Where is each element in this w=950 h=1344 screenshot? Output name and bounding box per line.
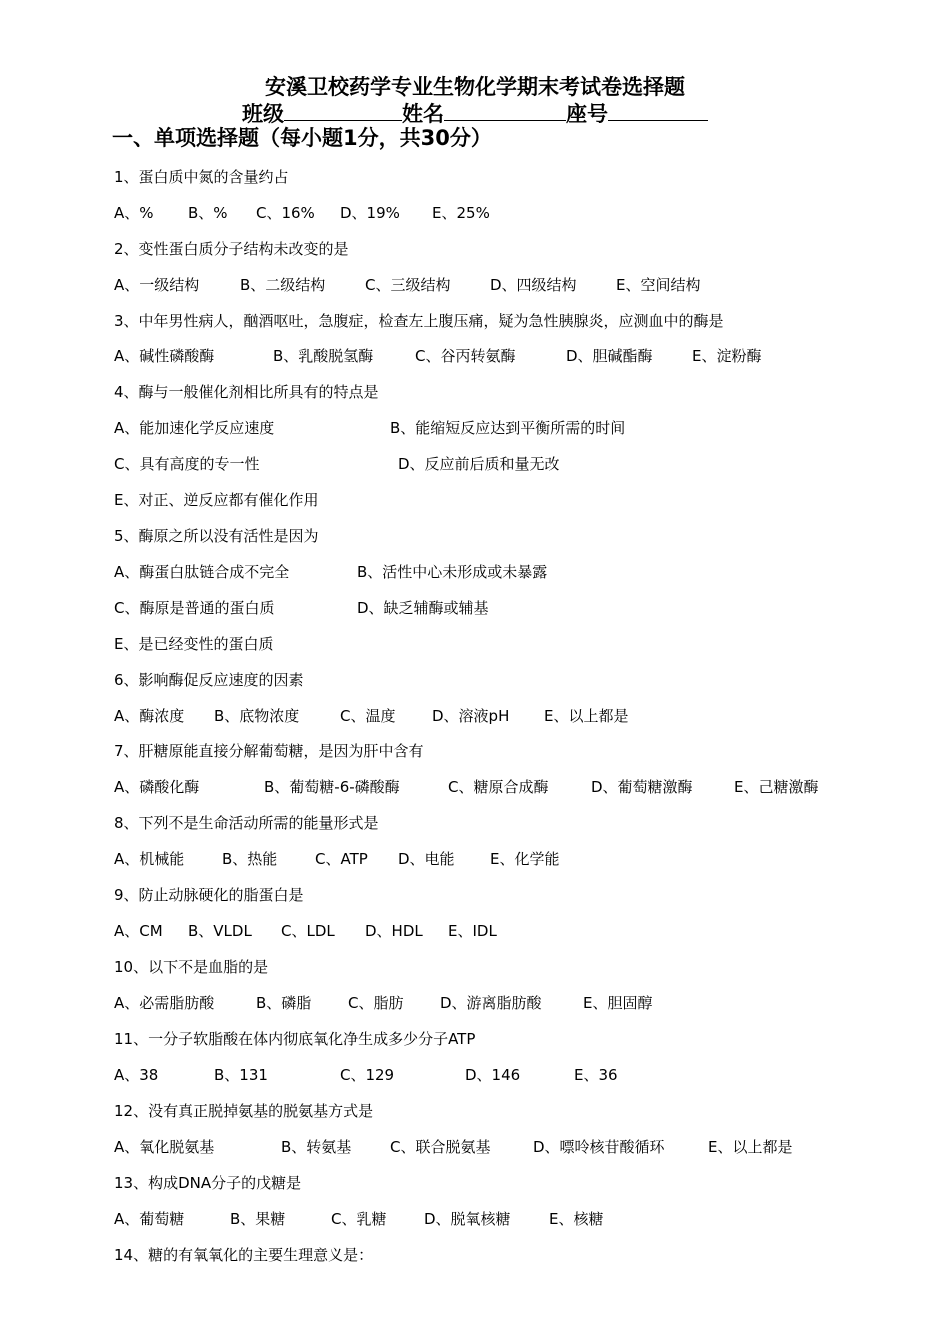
- question-stem: 13、构成DNA分子的戊糖是: [114, 1174, 302, 1192]
- question-stem: 3、中年男性病人，酗酒呕吐，急腹症，检查左上腹压痛，疑为急性胰腺炎，应测血中的酶是: [114, 312, 724, 330]
- question-stem: 2、变性蛋白质分子结构未改变的是: [114, 240, 349, 258]
- option-a: A、一级结构: [114, 276, 200, 294]
- option-c: C、129: [340, 1066, 395, 1084]
- option-b: B、热能: [222, 850, 278, 868]
- option-d: D、缺乏辅酶或辅基: [357, 599, 489, 617]
- option-e: E、己糖激酶: [734, 778, 819, 796]
- option-d: D、胆碱酯酶: [566, 347, 653, 365]
- option-d: D、HDL: [365, 922, 423, 940]
- option-e: E、以上都是: [708, 1138, 793, 1156]
- option-c: C、谷丙转氨酶: [415, 347, 516, 365]
- option-d: D、电能: [398, 850, 455, 868]
- option-d: D、19%: [340, 204, 400, 222]
- option-b: B、%: [188, 204, 228, 222]
- option-a: A、碱性磷酸酶: [114, 347, 215, 365]
- option-a: A、酶浓度: [114, 707, 185, 725]
- option-c: C、酶原是普通的蛋白质: [114, 599, 275, 617]
- option-a: A、能加速化学反应速度: [114, 419, 275, 437]
- question-stem: 9、防止动脉硬化的脂蛋白是: [114, 886, 304, 904]
- option-e: E、核糖: [549, 1210, 604, 1228]
- question-stem: 1、蛋白质中氮的含量约占: [114, 168, 289, 186]
- option-c: C、三级结构: [365, 276, 451, 294]
- question-stem: 11、一分子软脂酸在体内彻底氧化净生成多少分子ATP: [114, 1030, 476, 1048]
- option-a: A、酶蛋白肽链合成不完全: [114, 563, 290, 581]
- question-stem: 8、下列不是生命活动所需的能量形式是: [114, 814, 379, 832]
- option-a: A、CM: [114, 922, 163, 940]
- option-a: A、必需脂肪酸: [114, 994, 215, 1012]
- option-a: A、磷酸化酶: [114, 778, 200, 796]
- option-c: C、糖原合成酶: [448, 778, 549, 796]
- option-e: E、36: [574, 1066, 618, 1084]
- name-blank[interactable]: [444, 98, 566, 121]
- exam-title: 安溪卫校药学专业生物化学期末考试卷选择题: [265, 75, 685, 99]
- option-b: B、131: [214, 1066, 268, 1084]
- option-b: B、VLDL: [188, 922, 252, 940]
- question-stem: 14、糖的有氧氧化的主要生理意义是：: [114, 1246, 374, 1264]
- question-stem: 12、没有真正脱掉氨基的脱氨基方式是: [114, 1102, 374, 1120]
- seat-label: 座号: [566, 102, 608, 126]
- option-e: E、对正、逆反应都有催化作用: [114, 491, 319, 509]
- option-d: D、四级结构: [490, 276, 577, 294]
- option-e: E、以上都是: [544, 707, 629, 725]
- option-c: C、ATP: [315, 850, 368, 868]
- option-d: D、146: [465, 1066, 521, 1084]
- option-e: E、淀粉酶: [692, 347, 762, 365]
- option-a: A、葡萄糖: [114, 1210, 185, 1228]
- option-e: E、IDL: [448, 922, 497, 940]
- seat-blank[interactable]: [608, 98, 708, 121]
- option-b: B、二级结构: [240, 276, 326, 294]
- option-b: B、磷脂: [256, 994, 312, 1012]
- option-a: A、机械能: [114, 850, 185, 868]
- option-d: D、脱氧核糖: [424, 1210, 511, 1228]
- option-d: D、溶液pH: [432, 707, 510, 725]
- question-stem: 10、以下不是血脂的是: [114, 958, 269, 976]
- option-b: B、活性中心未形成或未暴露: [357, 563, 548, 581]
- option-d: D、嘌呤核苷酸循环: [533, 1138, 665, 1156]
- option-b: B、能缩短反应达到平衡所需的时间: [390, 419, 626, 437]
- option-d: D、游离脂肪酸: [440, 994, 542, 1012]
- option-b: B、底物浓度: [214, 707, 300, 725]
- option-c: C、温度: [340, 707, 396, 725]
- option-b: B、葡萄糖-6-磷酸酶: [264, 778, 400, 796]
- option-c: C、联合脱氨基: [390, 1138, 491, 1156]
- class-label: 班级: [242, 102, 284, 126]
- option-c: C、乳糖: [331, 1210, 387, 1228]
- option-a: A、38: [114, 1066, 159, 1084]
- option-c: C、具有高度的专一性: [114, 455, 260, 473]
- option-e: E、是已经变性的蛋白质: [114, 635, 274, 653]
- option-b: B、果糖: [230, 1210, 286, 1228]
- option-c: C、LDL: [281, 922, 335, 940]
- class-blank[interactable]: [284, 98, 402, 121]
- option-a: A、%: [114, 204, 154, 222]
- option-d: D、葡萄糖激酶: [591, 778, 693, 796]
- name-label: 姓名: [402, 102, 444, 126]
- option-a: A、氧化脱氨基: [114, 1138, 215, 1156]
- option-e: E、胆固醇: [583, 994, 653, 1012]
- option-d: D、反应前后质和量无改: [398, 455, 560, 473]
- section-title: 一、单项选择题（每小题1分，共30分）: [112, 126, 492, 150]
- option-e: E、化学能: [490, 850, 560, 868]
- question-stem: 6、影响酶促反应速度的因素: [114, 671, 304, 689]
- question-stem: 5、酶原之所以没有活性是因为: [114, 527, 319, 545]
- question-stem: 7、肝糖原能直接分解葡萄糖，是因为肝中含有: [114, 742, 424, 760]
- question-stem: 4、酶与一般催化剂相比所具有的特点是: [114, 383, 379, 401]
- option-c: C、16%: [256, 204, 315, 222]
- option-e: E、空间结构: [616, 276, 701, 294]
- option-c: C、脂肪: [348, 994, 404, 1012]
- option-e: E、25%: [432, 204, 490, 222]
- option-b: B、乳酸脱氢酶: [273, 347, 374, 365]
- option-b: B、转氨基: [281, 1138, 352, 1156]
